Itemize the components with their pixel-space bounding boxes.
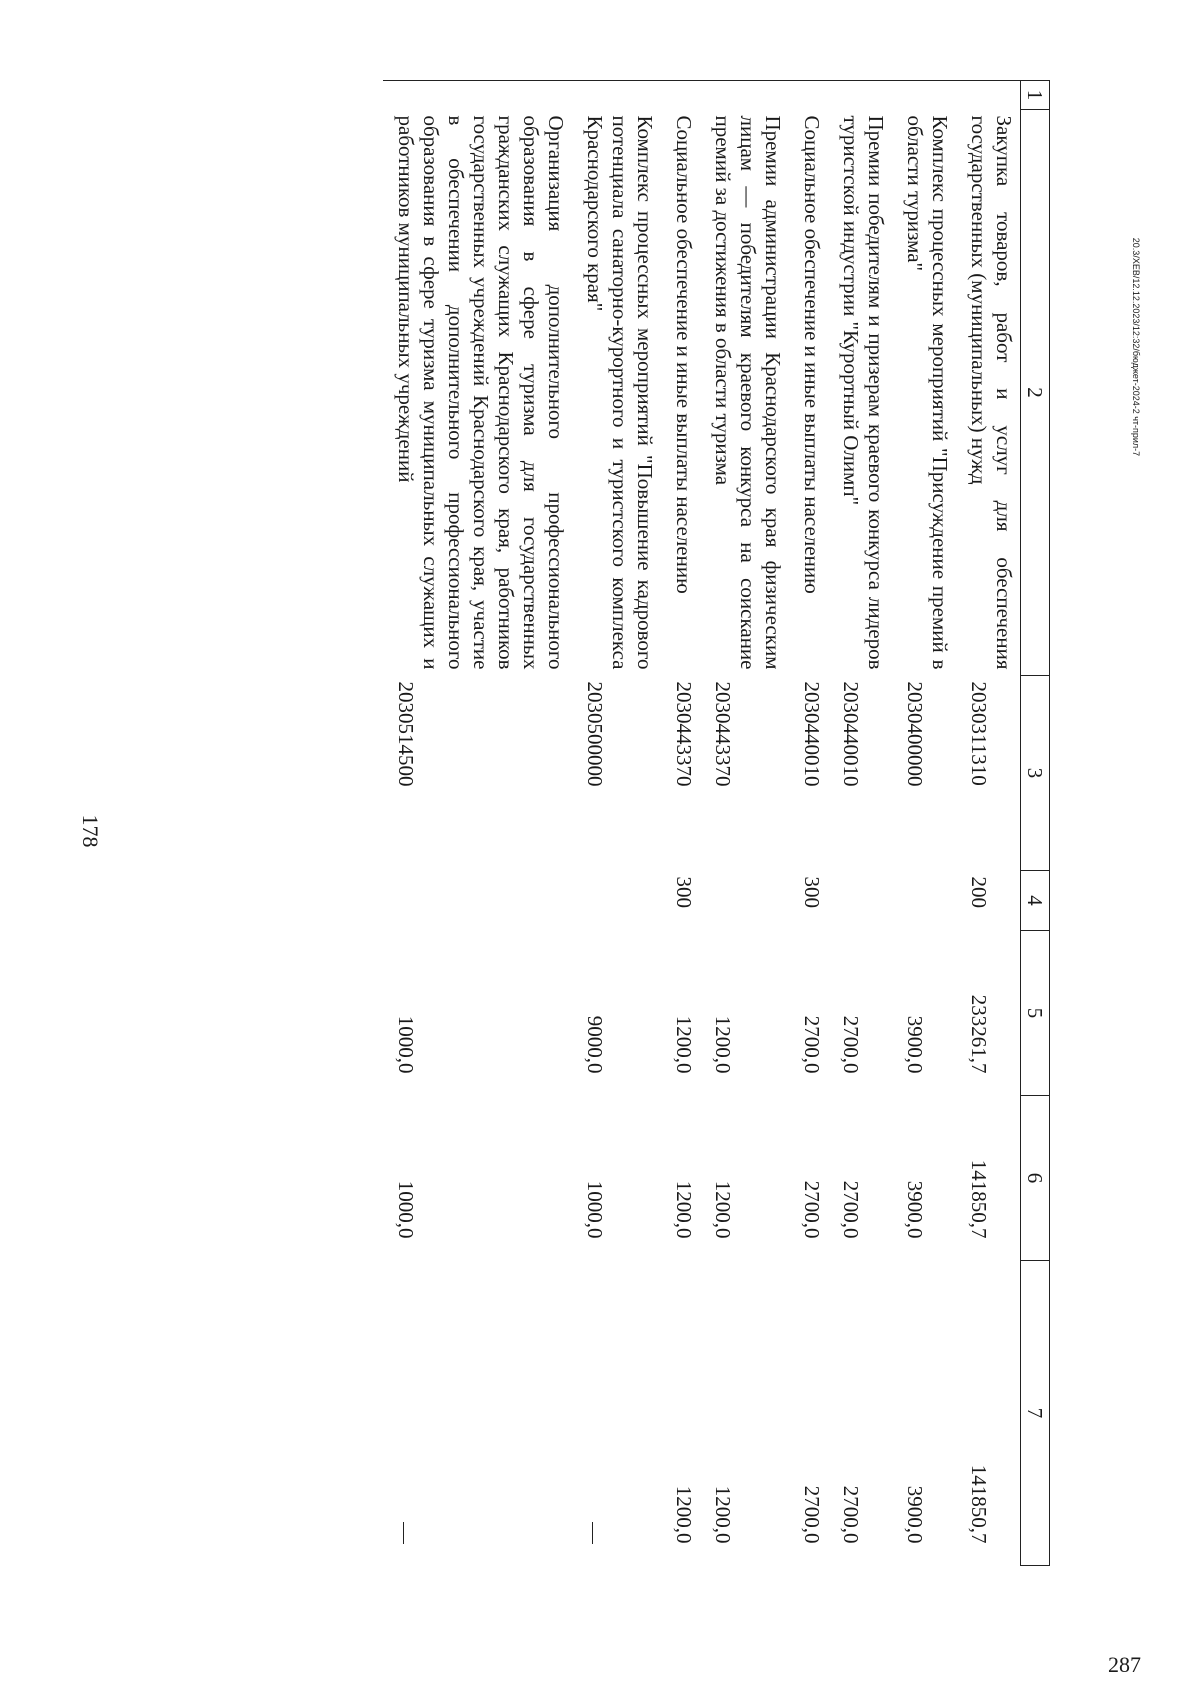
row-expense-type: 200: [967, 876, 991, 908]
page-number: 178: [78, 814, 103, 848]
row-name: Комплекс процессных мероприятий "Повышение кадрового потенциала санаторно-курортного и туристского комплекса Краснодарского края": [583, 115, 657, 670]
row-value-7: 2700,0: [800, 1485, 824, 1544]
row-col-1: [383, 81, 572, 110]
row-expense-type: [892, 871, 956, 931]
row-value-7: 3900,0: [903, 1485, 927, 1544]
row-value-6: 3900,0: [903, 1180, 927, 1239]
row-value-6: 1200,0: [672, 1180, 696, 1239]
row-value-6: 2700,0: [800, 1180, 824, 1239]
row-name: Социальное обеспечение и иные выплаты населению: [800, 115, 824, 594]
row-expense-type: [383, 871, 572, 931]
dash-mark: [403, 1522, 404, 1544]
row-value-5: 3900,0: [903, 1015, 927, 1074]
row-expense-type: [828, 871, 892, 931]
table-row: [572, 81, 661, 1566]
table-row: [828, 81, 892, 1566]
row-expense-type: [572, 871, 661, 931]
column-header-2: 2: [1021, 110, 1050, 676]
column-header-7: 7: [1021, 1261, 1050, 1566]
row-expense-type: [700, 871, 789, 931]
row-code: 2030440010: [839, 681, 863, 787]
table-row: [789, 81, 828, 1566]
row-col-1: [892, 81, 956, 110]
row-name: Организация дополнительного профессионального образования в сфере туризма для государственных гражданских служащих Краснодарского края, работников государственных учреждений Краснодарского края, участие в обеспечении дополнительного профессионального образования в сфере туризма муниципальных служащих и работников муниципальных учреждений: [394, 115, 568, 670]
row-value-7: [572, 1261, 661, 1566]
row-code: 2030400000: [903, 681, 927, 787]
row-value-5: 1200,0: [672, 1015, 696, 1074]
row-code: 2030500000: [583, 681, 607, 787]
row-code: 2030443370: [672, 681, 696, 787]
row-expense-type: 300: [672, 876, 696, 908]
row-name: Премии администрации Краснодарского края физическим лицам — победителям краевого конкурса на соискание премий за достижения в области туризма: [711, 115, 785, 670]
row-name: Социальное обеспечение и иные выплаты населению: [672, 115, 696, 594]
row-value-5: 2700,0: [800, 1015, 824, 1074]
row-col-1: [828, 81, 892, 110]
footer-page-number: 287: [1108, 1652, 1141, 1677]
row-value-6: 1200,0: [711, 1180, 735, 1239]
table-row: [383, 81, 572, 1566]
column-header-5: 5: [1021, 931, 1050, 1096]
row-col-1: [661, 81, 700, 110]
row-value-5: 2700,0: [839, 1015, 863, 1074]
row-value-6: 1000,0: [394, 1180, 418, 1239]
column-header-1: 1: [1021, 81, 1050, 110]
row-value-5: 1000,0: [394, 1015, 418, 1074]
row-value-5: 9000,0: [583, 1015, 607, 1074]
column-header-6: 6: [1021, 1096, 1050, 1261]
budget-table: [383, 80, 1050, 1566]
row-code: 2030311310: [967, 681, 991, 786]
row-expense-type: 300: [800, 876, 824, 908]
row-value-7: 1200,0: [711, 1485, 735, 1544]
row-col-1: [789, 81, 828, 110]
row-name: Премии победителям и призерам краевого конкурса лидеров туристской индустрии "Курортный Олимп": [839, 115, 888, 670]
row-col-1: [572, 81, 661, 110]
row-value-5: 233261,7: [967, 994, 991, 1074]
row-code: 2030443370: [711, 681, 735, 787]
row-col-1: [956, 81, 1021, 110]
row-value-7: 2700,0: [839, 1485, 863, 1544]
table-row: [700, 81, 789, 1566]
row-code: 2030514500: [394, 681, 418, 787]
column-header-4: 4: [1021, 871, 1050, 931]
row-col-1: [700, 81, 789, 110]
row-code: 2030440010: [800, 681, 824, 787]
table-header-row: [1021, 81, 1050, 1566]
row-value-6: 1000,0: [583, 1180, 607, 1239]
dash-mark: [592, 1522, 593, 1544]
row-value-6: 2700,0: [839, 1180, 863, 1239]
row-value-7: 141850,7: [967, 1464, 991, 1544]
table-row: [661, 81, 700, 1566]
row-value-5: 1200,0: [711, 1015, 735, 1074]
table-row: [892, 81, 956, 1566]
row-name: Комплекс процессных мероприятий "Присуждение премий в области туризма": [903, 115, 952, 670]
document-code: 20.3/XEB/12.12.2023/12:32/бюджет-2024-2 чт-прил-7: [1131, 237, 1141, 457]
column-header-3: 3: [1021, 676, 1050, 871]
row-value-7: [383, 1261, 572, 1566]
table-row: [956, 81, 1021, 1566]
budget-table-rotated: [210, 80, 1050, 1565]
row-value-7: 1200,0: [672, 1485, 696, 1544]
row-name: Закупка товаров, работ и услуг для обеспечения государственных (муниципальных) нужд: [967, 115, 1016, 670]
row-value-6: 141850,7: [967, 1159, 991, 1239]
